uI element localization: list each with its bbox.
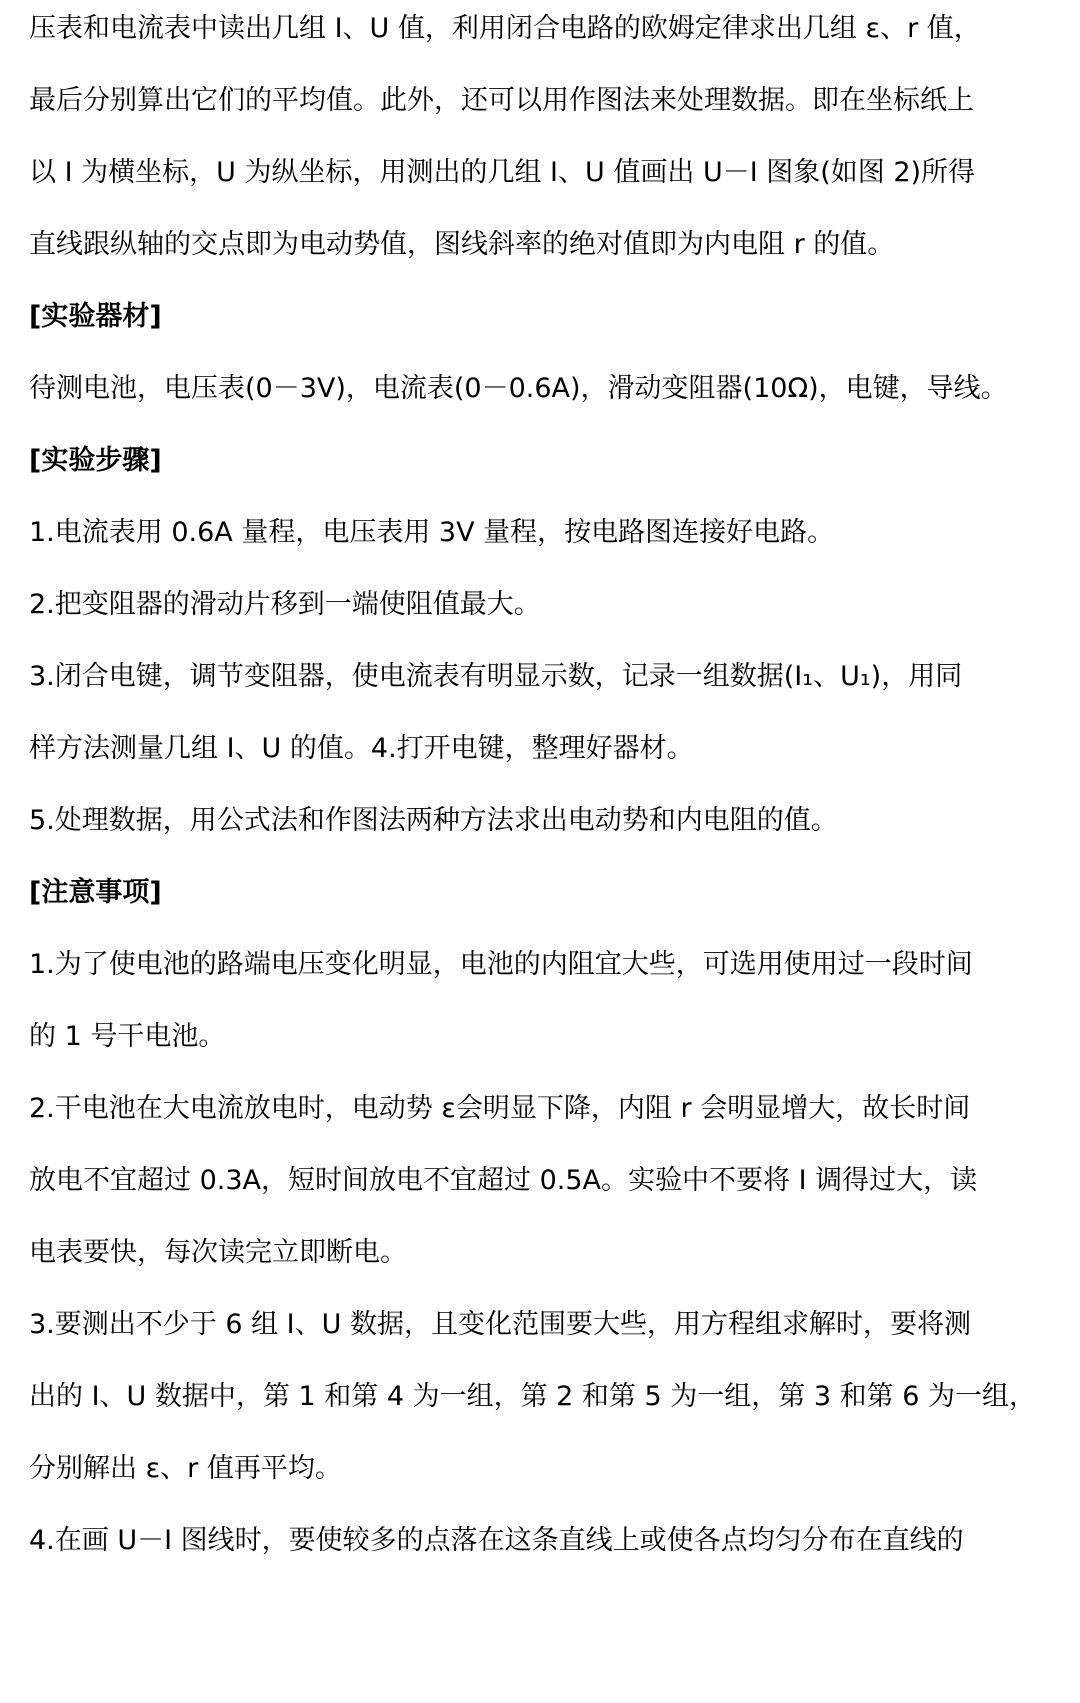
text-line: 样方法测量几组 I、U 的值。4.打开电键，整理好器材。: [29, 733, 694, 764]
text-line: 3.要测出不少于 6 组 I、U 数据，且变化范围要大些，用方程组求解时，要将测: [29, 1309, 971, 1340]
text-line: 1.电流表用 0.6A 量程，电压表用 3V 量程，按电路图连接好电路。: [29, 517, 835, 548]
text-line: 待测电池，电压表(0－3V)，电流表(0－0.6A)，滑动变阻器(10Ω)，电键，导线。: [29, 373, 1008, 404]
text-line: 2.干电池在大电流放电时，电动势 ε会明显下降，内阻 r 会明显增大，故长时间: [29, 1093, 971, 1124]
text-line: 1.为了使电池的路端电压变化明显，电池的内阻宜大些，可选用使用过一段时间: [29, 949, 973, 980]
text-line: 2.把变阻器的滑动片移到一端使阻值最大。: [29, 589, 541, 620]
text-line: 以 I 为横坐标，U 为纵坐标，用测出的几组 I、U 值画出 U－I 图象(如图 2)所得: [29, 157, 976, 188]
section-heading-materials: [实验器材]: [29, 301, 162, 332]
text-line: 最后分别算出它们的平均值。此外，还可以用作图法来处理数据。即在坐标纸上: [29, 85, 974, 116]
text-line: 压表和电流表中读出几组 I、U 值，利用闭合电路的欧姆定律求出几组 ε、r 值，: [29, 13, 981, 44]
text-line: 的 1 号干电池。: [29, 1021, 226, 1052]
text-line: 放电不宜超过 0.3A，短时间放电不宜超过 0.5A。实验中不要将 I 调得过大，读: [29, 1165, 978, 1196]
text-line: 4.在画 U－I 图线时，要使较多的点落在这条直线上或使各点均匀分布在直线的: [29, 1525, 964, 1556]
text-line: 电表要快，每次读完立即断电。: [29, 1237, 407, 1268]
text-line: 分别解出 ε、r 值再平均。: [29, 1453, 342, 1484]
text-line: 3.闭合电键，调节变阻器，使电流表有明显示数，记录一组数据(I₁、U₁)，用同: [29, 661, 963, 692]
text-line: 直线跟纵轴的交点即为电动势值，图线斜率的绝对值即为内电阻 r 的值。: [29, 229, 895, 260]
section-heading-steps: [实验步骤]: [29, 445, 162, 476]
text-line: 出的 I、U 数据中，第 1 和第 4 为一组，第 2 和第 5 为一组，第 3 和第 6 为一组，: [29, 1381, 1036, 1412]
section-heading-notes: [注意事项]: [29, 877, 162, 908]
text-line: 5.处理数据，用公式法和作图法两种方法求出电动势和内电阻的值。: [29, 805, 838, 836]
